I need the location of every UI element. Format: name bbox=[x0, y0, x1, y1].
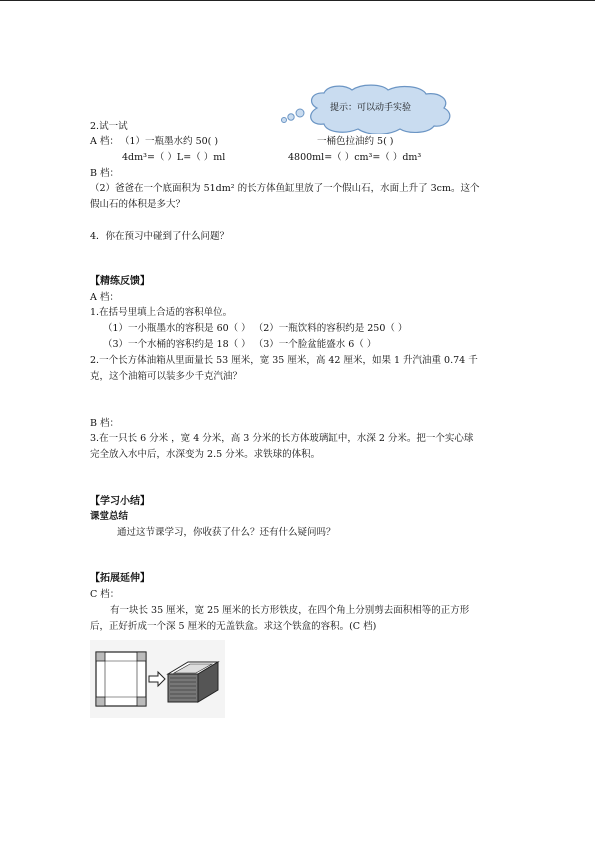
practice-q1-row1: （1）一小瓶墨水的容积是 60（ ） （2）一瓶饮料的容积约是 250（ ） bbox=[103, 323, 408, 334]
try-a-label: A 档： bbox=[90, 136, 119, 147]
summary-heading: 【学习小结】 bbox=[90, 496, 150, 507]
summary-subheading: 课堂总结 bbox=[90, 511, 129, 522]
box-folding-figure bbox=[90, 640, 225, 718]
try-b-question-line1: （2）爸爸在一个底面积为 51dm² 的长方体鱼缸里放了一个假山石，水面上升了 3cm。这个 bbox=[90, 183, 480, 194]
page-top-rule bbox=[0, 0, 595, 1]
practice-q2-line2: 克，这个油箱可以装多少千克汽油？ bbox=[90, 371, 243, 382]
extend-line2: 后，正好折成一个深 5 厘米的无盖铁盒。求这个铁盒的容积。(C 档) bbox=[90, 621, 377, 632]
conversion-2: 4800ml=（ ）cm³=（ ）dm³ bbox=[288, 152, 422, 163]
summary-text: 通过这节课学习，你收获了什么？还有什么疑问吗？ bbox=[117, 527, 336, 538]
practice-q1: 1.在括号里填上合适的容积单位。 bbox=[90, 307, 233, 318]
try-a-item2: 一桶色拉油约 5( ) bbox=[317, 136, 394, 147]
hint-text: 提示：可以动手实验 bbox=[330, 103, 412, 113]
practice-q3-line1: 3.在一只长 6 分米 ，宽 4 分米，高 3 分米的长方体玻璃缸中，水深 2 分米。把一个实心球 bbox=[90, 433, 474, 444]
try-b-question-line2: 假山石的体积是多大？ bbox=[90, 199, 186, 210]
try-b-label: B 档： bbox=[90, 168, 120, 179]
conversion-1: 4dm³=（ ）L=（ ）ml bbox=[122, 152, 226, 163]
extend-c-label: C 档： bbox=[90, 589, 120, 600]
extend-heading: 【拓展延伸】 bbox=[90, 573, 150, 584]
practice-q1-row2: （3）一个水桶的容积约是 18（ ） （3）一个脸盆能盛水 6（ ） bbox=[103, 339, 377, 350]
practice-b-label: B 档： bbox=[90, 418, 120, 429]
practice-heading: 【精练反馈】 bbox=[90, 276, 150, 287]
practice-q2-line1: 2.一个长方体油箱从里面量长 53 厘米，宽 35 厘米，高 42 厘米，如果 1 升汽油重 0.74 千 bbox=[90, 355, 478, 366]
extend-line1: 有一块长 35 厘米，宽 25 厘米的长方形铁皮，在四个角上分别剪去面积相等的正方形 bbox=[110, 605, 470, 616]
question-4: 4．你在预习中碰到了什么问题？ bbox=[90, 231, 230, 242]
practice-q3-line2: 完全放入水中后，水深变为 2.5 分米。求铁球的体积。 bbox=[90, 449, 321, 460]
metal-sheet-diagram bbox=[96, 652, 146, 706]
practice-a-label: A 档： bbox=[90, 292, 119, 303]
try-heading: 2.试一试 bbox=[90, 121, 128, 132]
try-a-item1: （1）一瓶墨水约 50( ) bbox=[120, 136, 219, 147]
